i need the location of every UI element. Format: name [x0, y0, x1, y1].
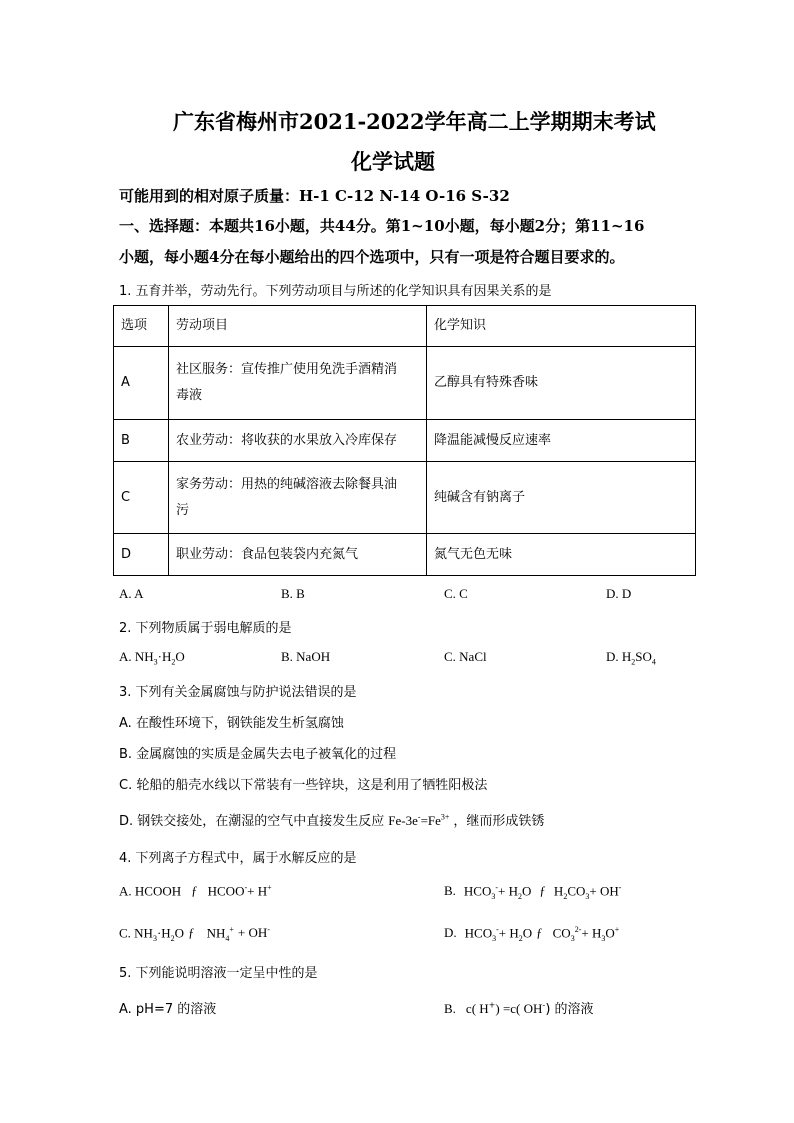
table-row — [114, 534, 696, 576]
q1-option-c: C. C — [444, 586, 468, 601]
table-cell-chem: 纯碱含有钠离子 — [427, 462, 696, 534]
labor-line: 污 — [176, 502, 190, 518]
atomic-mass-note: 可能用到的相对原子质量：H-1 C-12 N-14 O-16 S-32 — [119, 187, 510, 205]
page-subtitle: 化学试题 — [351, 149, 435, 174]
table-row — [114, 462, 696, 534]
table-cell-labor: 职业劳动：食品包装袋内充氮气 — [169, 534, 427, 576]
table-cell-labor: 农业劳动：将收获的水果放入冷库保存 — [169, 420, 427, 462]
table-cell-chem: 乙醇具有特殊香味 — [427, 347, 696, 420]
table-cell-option: D — [114, 534, 169, 576]
table-cell-option: B — [114, 420, 169, 462]
table-cell-chem: 降温能减慢反应速率 — [427, 420, 696, 462]
table-cell-labor — [169, 347, 427, 420]
q1-option-b: B. B — [281, 586, 305, 601]
table-cell-chem: 氮气无色无味 — [427, 534, 696, 576]
q2-option-c: C. NaCl — [444, 649, 487, 664]
q3-option-b: B. 金属腐蚀的实质是金属失去电子被氧化的过程 — [119, 747, 397, 762]
question-1-table — [113, 305, 696, 576]
table-cell-labor — [169, 462, 427, 534]
question-5-stem: 5. 下列能说明溶液一定呈中性的是 — [119, 966, 318, 981]
q4-option-d: D. $HCO_3^-+ H_2O$ ƒ $CO_3^{2-}+ H_3O^+$ — [444, 925, 620, 943]
q4-option-a: A. HCOOH ƒ HCOO-+ H+ — [119, 883, 272, 899]
question-1-stem: 1. 五育并举，劳动先行。下列劳动项目与所述的化学知识具有因果关系的是 — [119, 284, 552, 299]
q5-option-b: B. c( H+) =c( OH-) 的溶液 — [444, 1000, 594, 1017]
table-header-row — [114, 306, 696, 347]
q3-option-a: A. 在酸性环境下，钢铁能发生析氢腐蚀 — [119, 716, 344, 731]
table-cell-option: A — [114, 347, 169, 420]
labor-line: 社区服务：宣传推广使用免洗手酒精消 — [176, 362, 398, 377]
table-row — [114, 420, 696, 462]
labor-line: 家务劳动：用热的纯碱溶液去除餐具油 — [176, 476, 398, 492]
table-row — [114, 347, 696, 420]
table-header-cell: 选项 — [114, 306, 169, 347]
question-3-stem: 3. 下列有关金属腐蚀与防护说法错误的是 — [119, 685, 357, 700]
table-header-cell: 劳动项目 — [169, 306, 427, 347]
q2-option-d: D. $H_2SO_4$ — [606, 649, 656, 667]
q2-option-a: A. $NH_3\cdot H_2O$ — [119, 649, 185, 667]
page-title: 广东省梅州市2021-2022学年高二上学期期末考试 — [173, 109, 656, 134]
labor-line: 毒液 — [176, 388, 203, 403]
q3-option-d: D. 钢铁交接处，在潮湿的空气中直接发生反应 $Fe-3e^-=Fe^{3+}$ ，继而形成铁锈 — [119, 812, 545, 829]
q5-option-a: A. pH=7 的溶液 — [119, 1002, 217, 1017]
q4-option-c: C. $NH_3\cdot H_2O$ ƒ $NH_4^+ + OH^-$ — [119, 925, 270, 943]
section-instructions-line1: 一、选择题：本题共16小题，共44分。第1~10小题，每小题2分；第11~16 — [119, 217, 645, 235]
question-4-stem: 4. 下列离子方程式中，属于水解反应的是 — [119, 851, 357, 866]
section-instructions-line2: 小题，每小题4分在每小题给出的四个选项中，只有一项是符合题目要求的。 — [119, 248, 625, 266]
q4-option-b: B. $HCO_3^-+ H_2O$ ƒ $H_2CO_3+ OH^-$ — [444, 883, 622, 901]
q1-option-a: A. A — [119, 586, 144, 601]
q2-option-b: B. NaOH — [281, 649, 331, 664]
question-2-stem: 2. 下列物质属于弱电解质的是 — [119, 621, 292, 636]
q3-option-c: C. 轮船的船壳水线以下常装有一些锌块，这是利用了牺牲阳极法 — [119, 778, 488, 793]
table-cell-option: C — [114, 462, 169, 534]
q1-option-d: D. D — [606, 586, 632, 601]
table-header-cell: 化学知识 — [427, 306, 696, 347]
